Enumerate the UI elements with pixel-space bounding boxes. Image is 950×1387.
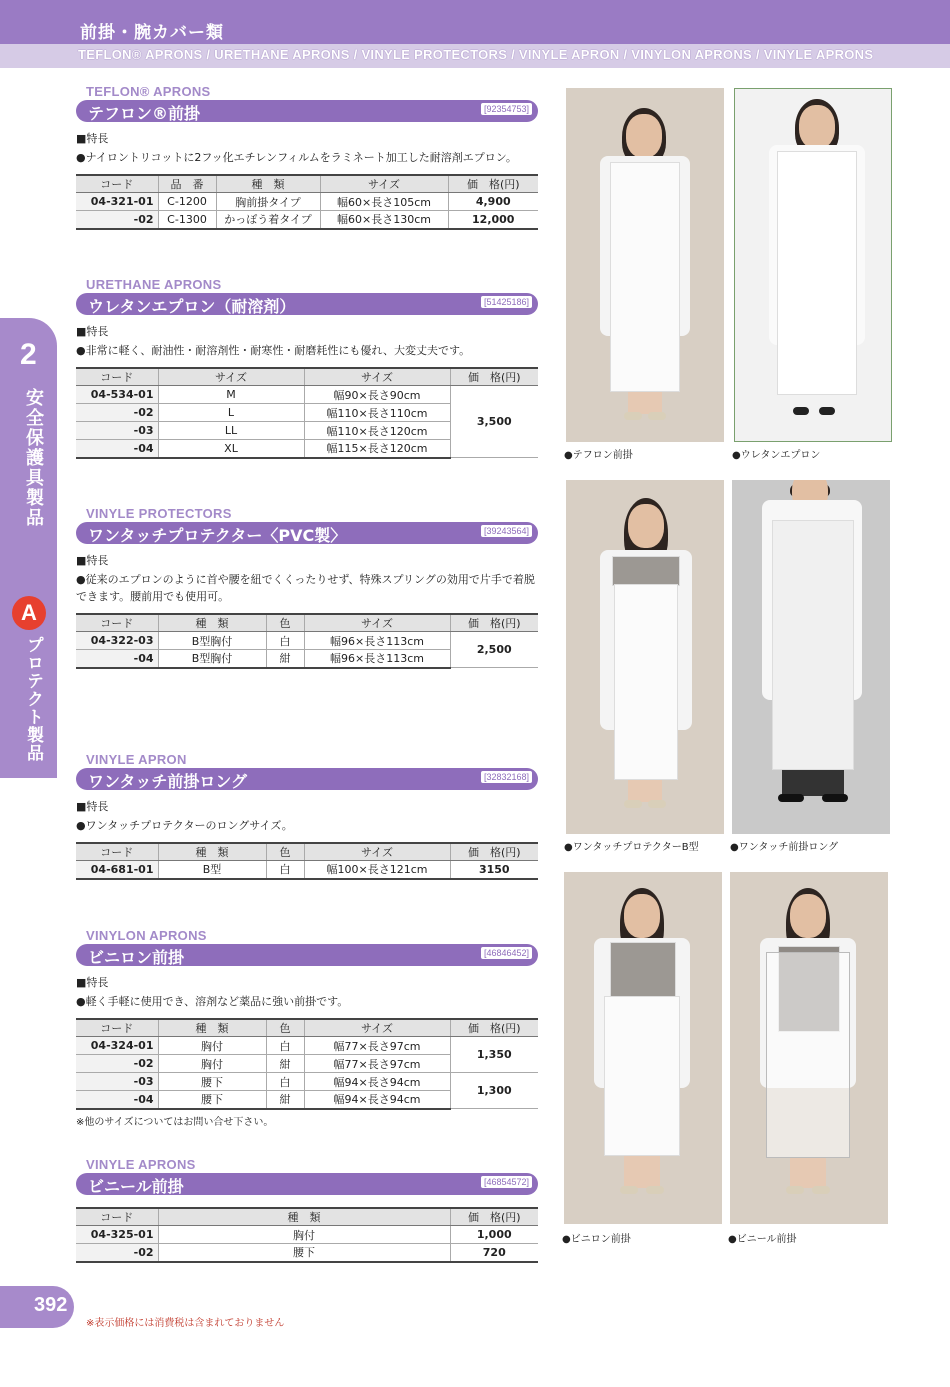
cell-color: 白 [266, 861, 304, 879]
cell-code: -02 [76, 1055, 158, 1073]
spec-table [76, 367, 538, 459]
product-code: [46846452] [481, 947, 532, 959]
apron-shape [766, 952, 850, 1158]
cell-price: 2,500 [450, 632, 538, 668]
col-header: コード [76, 368, 158, 386]
cell-code: 04-322-03 [76, 632, 158, 650]
page-subtitle: TEFLON® APRONS / URETHANE APRONS / VINYLE PROTECTORS / VINYLE APRON / VINYLON APRONS / VINYLE APRONS [78, 47, 874, 62]
cell-price: 3,500 [450, 386, 538, 458]
features-text: ●従来のエプロンのように首や腰を紐でくくったりせず、特殊スプリングの効用で片手で着脱できます。腰前用でも使用可。 [76, 573, 535, 603]
shoe-shape [793, 407, 809, 415]
apron-shape [604, 996, 680, 1156]
shoe-shape [819, 407, 835, 415]
features-label: ■特長 [76, 800, 109, 813]
section-en-title: VINYLE APRONS [86, 1157, 196, 1172]
col-header: コード [76, 843, 158, 861]
section-protector [72, 506, 538, 669]
product-photo-urethane [734, 88, 892, 442]
photo-caption: ●ビニール前掛 [728, 1234, 797, 1245]
cell-code: -02 [76, 1244, 158, 1262]
section-teflon [72, 84, 538, 230]
cell-type: 胸付 [158, 1226, 450, 1244]
section-en-title: VINYLE APRON [86, 752, 187, 767]
features-text: ●ナイロントリコットに2フッ化エチレンフィルムをラミネート加工した耐溶剤エプロン。 [76, 151, 517, 164]
section-title-bar [76, 100, 538, 122]
shoe-shape [778, 794, 804, 802]
cell-type: B型胸付 [158, 632, 266, 650]
face-shape [624, 894, 660, 938]
col-header: サイズ [158, 368, 304, 386]
shoe-shape [620, 1186, 638, 1194]
col-header: 種 類 [216, 175, 320, 193]
cell-size: XL [158, 440, 304, 458]
cell-code: 04-534-01 [76, 386, 158, 404]
section-en-title: TEFLON® APRONS [86, 84, 211, 99]
apron-shape [610, 162, 680, 392]
product-code: [46854572] [481, 1176, 532, 1188]
table-note: ※他のサイズについてはお問い合せ下さい。 [76, 1116, 274, 1128]
cell-type: 腰下 [158, 1091, 266, 1109]
cell-dimension: 幅110×長さ110cm [304, 404, 450, 422]
col-header: サイズ [304, 368, 450, 386]
section-title-bar [76, 1173, 538, 1195]
col-header: サイズ [320, 175, 448, 193]
shoe-shape [646, 1186, 664, 1194]
photo-caption: ●ビニロン前掛 [562, 1234, 631, 1245]
cell-dimension: 幅110×長さ120cm [304, 422, 450, 440]
table-row [76, 861, 538, 879]
page-number: 392 [34, 1294, 68, 1316]
col-header: コード [76, 1019, 158, 1037]
shoe-shape [624, 800, 642, 808]
spec-table [76, 1207, 538, 1263]
section-jp-title: ウレタンエプロン（耐溶剤） [88, 297, 296, 316]
chapter-subcategory: プロテクト製品 [23, 636, 43, 762]
table-row [76, 1037, 538, 1055]
cell-price: 720 [450, 1244, 538, 1262]
features-text: ●非常に軽く、耐油性・耐溶剤性・耐寒性・耐磨耗性にも優れ、大変丈夫です。 [76, 344, 471, 357]
cell-code: 04-325-01 [76, 1226, 158, 1244]
cell-price: 12,000 [448, 211, 538, 229]
section-title-bar [76, 522, 538, 544]
product-code: [32832168] [481, 771, 532, 783]
cell-type: B型胸付 [158, 650, 266, 668]
section-vinylon [72, 928, 538, 1128]
features-text: ●軽く手軽に使用でき、溶剤など薬品に強い前掛です。 [76, 995, 349, 1008]
section-en-title: URETHANE APRONS [86, 277, 222, 292]
col-header: 価 格(円) [450, 1208, 538, 1226]
cell-code: -02 [76, 404, 158, 422]
table-row [76, 1073, 538, 1091]
table-row [76, 1244, 538, 1262]
section-jp-title: ビニール前掛 [88, 1177, 184, 1196]
cell-type: B型 [158, 861, 266, 879]
table-row [76, 386, 538, 404]
cell-model: C-1300 [158, 211, 216, 229]
page-title: 前掛・腕カバー類 [80, 23, 224, 43]
col-header: 色 [266, 1019, 304, 1037]
cell-size: 幅77×長さ97cm [304, 1055, 450, 1073]
col-header: 種 類 [158, 843, 266, 861]
apron-shape [772, 520, 854, 770]
table-row [76, 193, 538, 211]
cell-type: 胸付 [158, 1037, 266, 1055]
table-row [76, 632, 538, 650]
features-label: ■特長 [76, 132, 109, 145]
section-en-title: VINYLE PROTECTORS [86, 506, 232, 521]
cell-price: 1,350 [450, 1037, 538, 1073]
tax-note: ※表示価格には消費税は含まれておりません [86, 1318, 285, 1329]
face-shape [799, 105, 835, 149]
section-title-bar [76, 293, 538, 315]
cell-color: 白 [266, 1073, 304, 1091]
shoe-shape [812, 1186, 830, 1194]
cell-type: かっぽう着タイプ [216, 211, 320, 229]
cell-model: C-1200 [158, 193, 216, 211]
spec-table [76, 1018, 538, 1110]
col-header: 価 格(円) [450, 843, 538, 861]
face-shape [626, 114, 662, 158]
section-jp-title: ワンタッチプロテクター〈PVC製〉 [88, 526, 347, 545]
cell-price: 3150 [450, 861, 538, 879]
legs-shape [782, 770, 844, 796]
product-photo-vinyle [730, 872, 888, 1224]
cell-size: 幅60×長さ130cm [320, 211, 448, 229]
cell-size: 幅94×長さ94cm [304, 1073, 450, 1091]
section-jp-title: ワンタッチ前掛ロング [88, 772, 248, 791]
col-header: 価 格(円) [450, 614, 538, 632]
col-header: 種 類 [158, 1019, 266, 1037]
product-code: [39243564] [481, 525, 532, 537]
shoe-shape [624, 412, 642, 420]
product-photo-teflon [566, 88, 724, 442]
spec-table [76, 613, 538, 669]
cell-price: 1,000 [450, 1226, 538, 1244]
shoe-shape [648, 800, 666, 808]
col-header: 価 格(円) [450, 1019, 538, 1037]
cell-type: 腰下 [158, 1073, 266, 1091]
cell-size: 幅60×長さ105cm [320, 193, 448, 211]
col-header: コード [76, 1208, 158, 1226]
cell-code: 04-321-01 [76, 193, 158, 211]
cell-code: -03 [76, 1073, 158, 1091]
legs-shape [628, 780, 662, 802]
section-jp-title: テフロン®前掛 [88, 104, 201, 123]
cell-code: -03 [76, 422, 158, 440]
table-row [76, 211, 538, 229]
product-photo-vinylon [564, 872, 722, 1224]
section-badge: A [12, 596, 46, 630]
cell-size: 幅100×長さ121cm [304, 861, 450, 879]
col-header: サイズ [304, 614, 450, 632]
col-header: 価 格(円) [450, 368, 538, 386]
col-header: 価 格(円) [448, 175, 538, 193]
spec-table [76, 174, 538, 230]
photo-caption: ●テフロン前掛 [564, 450, 633, 461]
apron-shape [614, 584, 678, 780]
section-title-bar [76, 768, 538, 790]
features-text: ●ワンタッチプロテクターのロングサイズ。 [76, 819, 293, 832]
legs-shape [628, 392, 662, 414]
shoe-shape [786, 1186, 804, 1194]
photo-caption: ●ウレタンエプロン [732, 450, 821, 461]
cell-type: 腰下 [158, 1244, 450, 1262]
section-en-title: VINYLON APRONS [86, 928, 207, 943]
features-label: ■特長 [76, 325, 109, 338]
col-header: 色 [266, 843, 304, 861]
cell-color: 紺 [266, 1091, 304, 1109]
col-header: 種 類 [158, 1208, 450, 1226]
cell-size: M [158, 386, 304, 404]
cell-code: -04 [76, 1091, 158, 1109]
col-header: コード [76, 614, 158, 632]
shoe-shape [822, 794, 848, 802]
cell-color: 紺 [266, 1055, 304, 1073]
table-row [76, 1226, 538, 1244]
cell-code: 04-324-01 [76, 1037, 158, 1055]
col-header: サイズ [304, 1019, 450, 1037]
cell-size: 幅94×長さ94cm [304, 1091, 450, 1109]
cell-color: 紺 [266, 650, 304, 668]
cell-type: 胸付 [158, 1055, 266, 1073]
page-number-tab [0, 1286, 74, 1328]
col-header: 品 番 [158, 175, 216, 193]
product-photo-protector [566, 480, 724, 834]
section-vinyle [72, 1157, 538, 1263]
page-header [0, 0, 950, 68]
section-apron-long [72, 752, 538, 880]
cell-size: L [158, 404, 304, 422]
col-header: サイズ [304, 843, 450, 861]
col-header: 色 [266, 614, 304, 632]
product-photo-apron-long [732, 480, 890, 834]
cell-size: LL [158, 422, 304, 440]
product-code: [92354753] [481, 103, 532, 115]
product-code: [51425186] [481, 296, 532, 308]
cell-code: -02 [76, 211, 158, 229]
cell-code: -04 [76, 440, 158, 458]
section-jp-title: ビニロン前掛 [88, 948, 185, 967]
photo-caption: ●ワンタッチプロテクターB型 [564, 842, 699, 853]
vest-shape [610, 942, 676, 998]
legs-shape [790, 1158, 826, 1188]
chapter-number: 2 [20, 338, 37, 371]
cell-color: 白 [266, 1037, 304, 1055]
vest-shape [612, 556, 680, 586]
cell-price: 1,300 [450, 1073, 538, 1109]
cell-dimension: 幅90×長さ90cm [304, 386, 450, 404]
chapter-side-tab [0, 318, 57, 778]
cell-color: 白 [266, 632, 304, 650]
chapter-category: 安全保護具製品 [23, 388, 44, 528]
cell-type: 胸前掛タイプ [216, 193, 320, 211]
cell-dimension: 幅115×長さ120cm [304, 440, 450, 458]
cell-size: 幅77×長さ97cm [304, 1037, 450, 1055]
cell-size: 幅96×長さ113cm [304, 650, 450, 668]
spec-table [76, 842, 538, 880]
col-header: コード [76, 175, 158, 193]
cell-code: 04-681-01 [76, 861, 158, 879]
section-title-bar [76, 944, 538, 966]
apron-shape [777, 151, 857, 395]
section-urethane [72, 277, 538, 459]
features-label: ■特長 [76, 554, 109, 567]
legs-shape [624, 1156, 660, 1188]
features-label: ■特長 [76, 976, 109, 989]
shoe-shape [648, 412, 666, 420]
face-shape [628, 504, 664, 548]
photo-caption: ●ワンタッチ前掛ロング [730, 842, 839, 853]
col-header: 種 類 [158, 614, 266, 632]
face-shape [790, 894, 826, 938]
cell-price: 4,900 [448, 193, 538, 211]
cell-size: 幅96×長さ113cm [304, 632, 450, 650]
cell-code: -04 [76, 650, 158, 668]
